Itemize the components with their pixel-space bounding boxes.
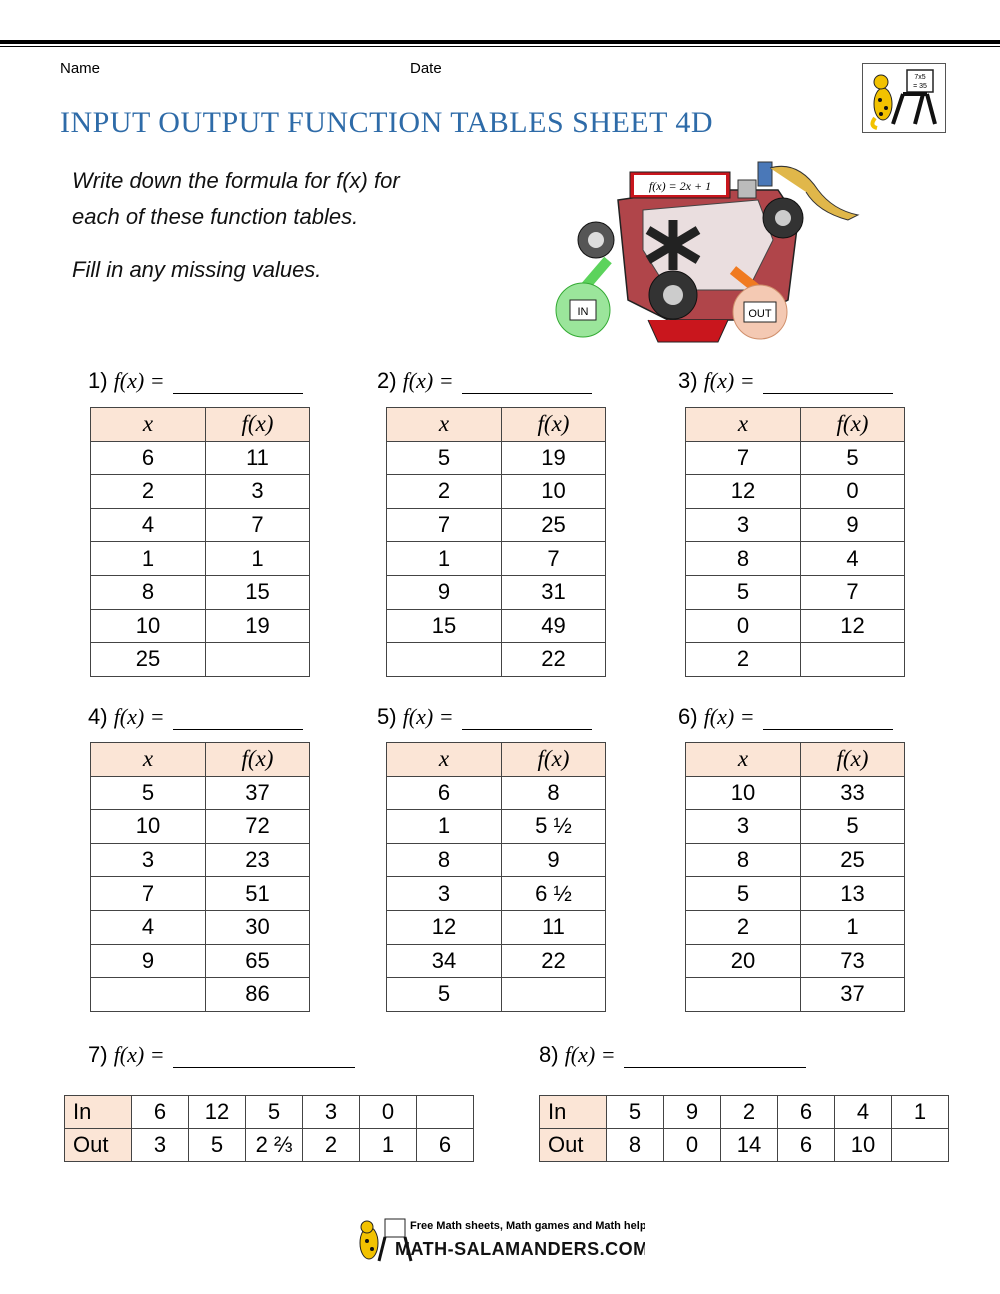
question-8-label (539, 1042, 806, 1068)
fx-cell: 12 (801, 609, 905, 643)
table-row (91, 910, 310, 944)
table-row (91, 542, 310, 576)
svg-text:7x5: 7x5 (914, 74, 926, 81)
x-cell: 7 (686, 441, 801, 475)
x-cell: 2 (387, 475, 502, 509)
table-header-row (387, 408, 606, 442)
table-row (91, 441, 310, 475)
table-row (686, 978, 905, 1012)
fx-cell: 72 (206, 810, 310, 844)
x-cell[interactable] (387, 643, 502, 677)
function-notation: f(x) = (564, 1042, 616, 1067)
date-label: Date (410, 60, 442, 77)
fx-header: f(x) (206, 408, 310, 442)
x-cell: 7 (387, 508, 502, 542)
fx-cell: 11 (502, 910, 606, 944)
footer-site-name: MATH-SALAMANDERS.COM (395, 1239, 645, 1259)
table-row (91, 810, 310, 844)
table-row (686, 843, 905, 877)
answer-blank[interactable] (763, 709, 893, 730)
x-cell: 8 (91, 575, 206, 609)
out-label: OUT (748, 308, 772, 320)
question-1-label (88, 368, 303, 394)
fx-cell: 15 (206, 575, 310, 609)
answer-blank[interactable] (173, 709, 303, 730)
x-cell: 10 (91, 609, 206, 643)
table-row (387, 643, 606, 677)
in-header: In (65, 1096, 132, 1129)
fx-cell: 19 (206, 609, 310, 643)
question-4-label (88, 704, 303, 730)
table-row (91, 475, 310, 509)
fx-cell: 6 ½ (502, 877, 606, 911)
x-cell: 6 (91, 441, 206, 475)
fx-cell: 37 (801, 978, 905, 1012)
out-cell: 8 (607, 1129, 664, 1162)
table-row (686, 542, 905, 576)
question-number: 7) (88, 1042, 108, 1067)
fx-header: f(x) (801, 743, 905, 777)
function-notation: f(x) = (703, 704, 755, 729)
in-header: In (540, 1096, 607, 1129)
fx-cell: 86 (206, 978, 310, 1012)
question-number: 1) (88, 368, 108, 393)
table-row (91, 978, 310, 1012)
table-row (686, 877, 905, 911)
fx-header: f(x) (502, 408, 606, 442)
table-row (387, 877, 606, 911)
x-cell: 5 (686, 575, 801, 609)
x-cell: 10 (686, 776, 801, 810)
in-cell: 1 (892, 1096, 949, 1129)
function-table-3 (685, 407, 905, 677)
name-label: Name (60, 60, 101, 77)
fx-cell: 30 (206, 910, 310, 944)
fx-cell: 10 (502, 475, 606, 509)
in-out-table-7 (64, 1095, 474, 1162)
in-row (65, 1096, 474, 1129)
question-number: 2) (377, 368, 397, 393)
in-cell: 9 (664, 1096, 721, 1129)
function-table-1 (90, 407, 310, 677)
fx-cell: 5 (801, 810, 905, 844)
x-cell: 8 (686, 843, 801, 877)
fx-cell: 7 (801, 575, 905, 609)
x-cell[interactable] (686, 978, 801, 1012)
table-row (387, 575, 606, 609)
in-cell: 6 (778, 1096, 835, 1129)
x-cell: 3 (387, 877, 502, 911)
x-cell: 5 (387, 978, 502, 1012)
fx-cell: 22 (502, 944, 606, 978)
x-cell: 0 (686, 609, 801, 643)
table-header-row (686, 743, 905, 777)
question-number: 6) (678, 704, 698, 729)
in-cell: 6 (132, 1096, 189, 1129)
x-header: x (686, 743, 801, 777)
out-cell: 5 (189, 1129, 246, 1162)
table-row (91, 843, 310, 877)
fx-cell: 8 (502, 776, 606, 810)
in-cell: 5 (246, 1096, 303, 1129)
fx-cell: 4 (801, 542, 905, 576)
function-notation: f(x) = (113, 704, 165, 729)
fx-cell: 23 (206, 843, 310, 877)
function-notation: f(x) = (703, 368, 755, 393)
function-notation: f(x) = (402, 368, 454, 393)
out-header: Out (65, 1129, 132, 1162)
fx-cell: 33 (801, 776, 905, 810)
out-row (540, 1129, 949, 1162)
table-row (387, 441, 606, 475)
answer-blank[interactable] (173, 1047, 355, 1068)
table-row (686, 475, 905, 509)
fx-cell: 49 (502, 609, 606, 643)
table-row (686, 508, 905, 542)
x-cell: 10 (91, 810, 206, 844)
in-cell: 2 (721, 1096, 778, 1129)
fx-cell: 9 (502, 843, 606, 877)
x-cell: 5 (91, 776, 206, 810)
fx-cell: 5 (801, 441, 905, 475)
fx-cell: 19 (502, 441, 606, 475)
function-notation: f(x) = (402, 704, 454, 729)
table-row (387, 843, 606, 877)
top-rule (0, 40, 1000, 44)
fx-cell: 5 ½ (502, 810, 606, 844)
answer-blank[interactable] (462, 373, 592, 394)
function-notation: f(x) = (113, 1042, 165, 1067)
top-rule-thin (0, 46, 1000, 47)
function-machine-illustration (548, 150, 868, 346)
answer-blank[interactable] (624, 1047, 806, 1068)
fx-cell[interactable] (206, 643, 310, 677)
instruction-line-1: Write down the formula for f(x) for (72, 168, 400, 193)
instruction-line-3: Fill in any missing values. (72, 257, 322, 282)
x-cell: 7 (91, 877, 206, 911)
fx-cell: 25 (801, 843, 905, 877)
table-row (91, 776, 310, 810)
out-cell: 2 (303, 1129, 360, 1162)
table-row (387, 508, 606, 542)
x-cell: 34 (387, 944, 502, 978)
out-cell[interactable] (892, 1129, 949, 1162)
out-cell: 10 (835, 1129, 892, 1162)
x-cell: 8 (387, 843, 502, 877)
table-row (686, 643, 905, 677)
fx-header: f(x) (801, 408, 905, 442)
fx-cell: 3 (206, 475, 310, 509)
table-row (686, 776, 905, 810)
fx-cell: 31 (502, 575, 606, 609)
x-cell: 5 (686, 877, 801, 911)
x-cell: 6 (387, 776, 502, 810)
table-row (387, 944, 606, 978)
table-row (91, 944, 310, 978)
out-row (65, 1129, 474, 1162)
question-5-label (377, 704, 592, 730)
fx-cell: 0 (801, 475, 905, 509)
table-row (686, 575, 905, 609)
x-header: x (91, 408, 206, 442)
x-header: x (387, 408, 502, 442)
out-cell: 2 ⅔ (246, 1129, 303, 1162)
fx-cell: 65 (206, 944, 310, 978)
x-cell: 3 (686, 810, 801, 844)
answer-blank[interactable] (173, 373, 303, 394)
function-notation: f(x) = (113, 368, 165, 393)
svg-text:= 35: = 35 (913, 83, 927, 90)
x-cell: 4 (91, 508, 206, 542)
x-cell: 2 (91, 475, 206, 509)
fx-cell: 13 (801, 877, 905, 911)
table-row (686, 910, 905, 944)
question-number: 8) (539, 1042, 559, 1067)
table-row (686, 810, 905, 844)
out-header: Out (540, 1129, 607, 1162)
fx-header: f(x) (206, 743, 310, 777)
salamander-logo (862, 63, 946, 133)
table-row (91, 643, 310, 677)
in-cell: 5 (607, 1096, 664, 1129)
x-header: x (91, 743, 206, 777)
question-number: 4) (88, 704, 108, 729)
fx-cell: 7 (206, 508, 310, 542)
fx-cell: 9 (801, 508, 905, 542)
table-row (91, 877, 310, 911)
x-cell: 12 (387, 910, 502, 944)
x-cell: 2 (686, 643, 801, 677)
fx-cell[interactable] (502, 978, 606, 1012)
table-row (91, 575, 310, 609)
table-header-row (686, 408, 905, 442)
table-row (387, 609, 606, 643)
function-table-4 (90, 742, 310, 1012)
function-table-6 (685, 742, 905, 1012)
x-cell: 9 (91, 944, 206, 978)
fx-cell: 11 (206, 441, 310, 475)
x-cell: 3 (686, 508, 801, 542)
fx-cell: 7 (502, 542, 606, 576)
footer-logo (355, 1215, 645, 1265)
formula-sign-text: f(x) = 2x + 1 (648, 179, 712, 193)
table-row (686, 441, 905, 475)
table-row (686, 944, 905, 978)
table-row (387, 910, 606, 944)
in-cell: 3 (303, 1096, 360, 1129)
fx-cell: 1 (206, 542, 310, 576)
out-cell: 1 (360, 1129, 417, 1162)
question-3-label (678, 368, 893, 394)
table-row (91, 609, 310, 643)
table-header-row (91, 743, 310, 777)
fx-cell: 73 (801, 944, 905, 978)
x-cell: 4 (91, 910, 206, 944)
x-cell: 9 (387, 575, 502, 609)
function-table-5 (386, 742, 606, 1012)
table-row (387, 810, 606, 844)
table-row (387, 475, 606, 509)
in-cell: 4 (835, 1096, 892, 1129)
table-header-row (387, 743, 606, 777)
fx-cell: 37 (206, 776, 310, 810)
x-cell[interactable] (91, 978, 206, 1012)
page-title: INPUT OUTPUT FUNCTION TABLES SHEET 4D (60, 106, 714, 139)
in-out-table-8 (539, 1095, 949, 1162)
fx-cell: 25 (502, 508, 606, 542)
x-cell: 1 (387, 810, 502, 844)
x-cell: 20 (686, 944, 801, 978)
fx-cell: 1 (801, 910, 905, 944)
in-label: IN (577, 306, 589, 318)
footer-tagline: Free Math sheets, Math games and Math help (410, 1220, 645, 1232)
table-row (387, 542, 606, 576)
out-cell: 0 (664, 1129, 721, 1162)
fx-cell: 22 (502, 643, 606, 677)
question-number: 5) (377, 704, 397, 729)
in-cell[interactable] (417, 1096, 474, 1129)
answer-blank[interactable] (462, 709, 592, 730)
x-cell: 25 (91, 643, 206, 677)
table-row (91, 508, 310, 542)
in-row (540, 1096, 949, 1129)
x-cell: 1 (387, 542, 502, 576)
function-table-2 (386, 407, 606, 677)
table-row (686, 609, 905, 643)
instruction-line-2: each of these function tables. (72, 204, 359, 229)
fx-header: f(x) (502, 743, 606, 777)
out-cell: 3 (132, 1129, 189, 1162)
question-number: 3) (678, 368, 698, 393)
question-6-label (678, 704, 893, 730)
in-cell: 0 (360, 1096, 417, 1129)
x-header: x (686, 408, 801, 442)
table-row (387, 978, 606, 1012)
x-cell: 2 (686, 910, 801, 944)
x-cell: 12 (686, 475, 801, 509)
fx-cell: 51 (206, 877, 310, 911)
fx-cell[interactable] (801, 643, 905, 677)
out-cell: 14 (721, 1129, 778, 1162)
answer-blank[interactable] (763, 373, 893, 394)
question-7-label (88, 1042, 355, 1068)
question-2-label (377, 368, 592, 394)
x-cell: 3 (91, 843, 206, 877)
table-header-row (91, 408, 310, 442)
x-cell: 5 (387, 441, 502, 475)
x-header: x (387, 743, 502, 777)
out-cell: 6 (417, 1129, 474, 1162)
x-cell: 15 (387, 609, 502, 643)
x-cell: 8 (686, 542, 801, 576)
out-cell: 6 (778, 1129, 835, 1162)
table-row (387, 776, 606, 810)
x-cell: 1 (91, 542, 206, 576)
in-cell: 12 (189, 1096, 246, 1129)
